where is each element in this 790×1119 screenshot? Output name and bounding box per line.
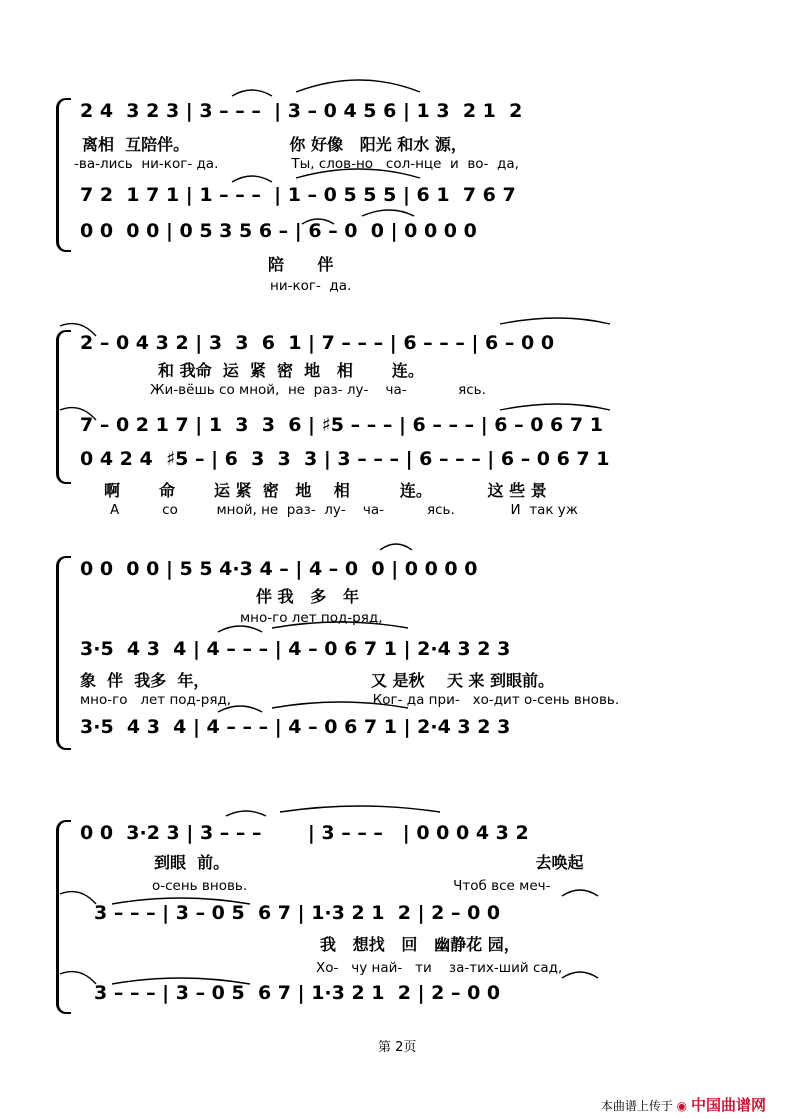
chinese-lyrics: 陪 伴 (268, 255, 334, 274)
tie (272, 622, 408, 628)
tie (60, 892, 96, 904)
russian-lyrics: мно-го лет под-ряд, (240, 610, 383, 626)
tie (296, 169, 420, 178)
chinese-lyrics: 我 想找 回 幽静花 园， (320, 935, 520, 954)
site-footer (601, 1094, 766, 1115)
tie (60, 324, 96, 336)
voice-1-notes: 0 0 0 0 | 5 5 4·3 4 – | 4 – 0 0 | 0 0 0 0 (80, 558, 478, 580)
voice-1-notes: 0 0 3·2 3 | 3 – – – | 3 – – – | 0 0 0 4 3 2 (80, 822, 529, 844)
tie (218, 706, 262, 712)
tie (232, 176, 272, 182)
russian-lyrics: -ва-лись ни-ког- да. Ты, слов-но сол-нце и во- да, (74, 156, 519, 172)
russian-lyrics: о-сень вновь. Чтоб все меч- (152, 878, 551, 894)
tie (226, 811, 266, 816)
voice-2-notes: 3·5 4 3 4 | 4 – – – | 4 – 0 6 7 1 | 2·4 3 2 3 (80, 638, 511, 660)
chinese-lyrics: 和 我命 运 紧 密 地 相 连。 (158, 361, 424, 380)
chinese-lyrics: 啊 命 运 紧 密 地 相 连。 这 些 景 (104, 481, 547, 500)
voice-2-notes: 3 – – – | 3 – 0 5 6 7 | 1·3 2 1 2 | 2 – 0 0 (94, 902, 501, 924)
tie (500, 404, 610, 410)
russian-lyrics: ни-ког- да. (270, 278, 352, 294)
chinese-lyrics: 象 伴 我多 年， 又 是秋 天 来 到眼前。 (80, 671, 554, 690)
tie (562, 890, 598, 896)
voice-1-notes: 2 4 3 2 3 | 3 – – – | 3 – 0 4 5 6 | 1 3 2 1 2 (80, 100, 523, 122)
voice-3-notes: 0 4 2 4 ♯5 – | 6 3 3 3 | 3 – – – | 6 – – – | 6 – 0 6 7 1 (80, 448, 610, 470)
tie (112, 978, 250, 984)
voice-3-notes: 0 0 0 0 | 0 5 3 5 6 – | 6 – 0 0 | 0 0 0 0 (80, 220, 477, 242)
tie (60, 972, 96, 984)
tie (296, 80, 420, 92)
russian-lyrics: мно-го лет под-ряд, Ког- да при- хо-дит о-сень вновь. (80, 692, 620, 708)
chinese-lyrics: 离相 互陪伴。 你 好像 阳光 和水 源， (82, 135, 467, 154)
upload-text: 本曲谱上传于 (600, 1099, 673, 1113)
tie (500, 318, 610, 324)
brand-logo-icon: ◉ (676, 1099, 688, 1113)
tie (218, 626, 262, 632)
page-number: 第 2页 (378, 1040, 417, 1055)
voice-1-notes: 2 – 0 4 3 2 | 3 3 6 1 | 7 – – – | 6 – – – | 6 – 0 0 (80, 332, 555, 354)
tie (380, 544, 412, 550)
tie (60, 408, 96, 420)
tie (280, 806, 440, 812)
voice-3-notes: 3·5 4 3 4 | 4 – – – | 4 – 0 6 7 1 | 2·4 3 2 3 (80, 716, 511, 738)
tie (272, 702, 408, 708)
voice-2-notes: 7 – 0 2 1 7 | 1 3 3 6 | ♯5 – – – | 6 – – – | 6 – 0 6 7 1 (80, 414, 603, 436)
tie (112, 898, 250, 904)
russian-lyrics: Жи-вёшь со мной, не раз- лу- ча- ясь. (150, 382, 486, 398)
russian-lyrics: Хо- чу най- ти за-тих-ший сад, (316, 960, 563, 976)
voice-3-notes: 3 – – – | 3 – 0 5 6 7 | 1·3 2 1 2 | 2 – 0 0 (94, 982, 501, 1004)
tie (562, 972, 598, 978)
tie (232, 90, 272, 96)
tie (362, 210, 414, 216)
chinese-lyrics: 伴 我 多 年 (256, 587, 359, 606)
voice-2-notes: 7 2 1 7 1 | 1 – – – | 1 – 0 5 5 5 | 6 1 7 6 7 (80, 184, 516, 206)
tie (302, 219, 334, 224)
brand-name: 中国曲谱网 (690, 1096, 766, 1114)
chinese-lyrics: 到眼 前。 去唤起 (154, 853, 584, 872)
russian-lyrics: А со мной, не раз- лу- ча- ясь. И так уж (110, 502, 578, 518)
